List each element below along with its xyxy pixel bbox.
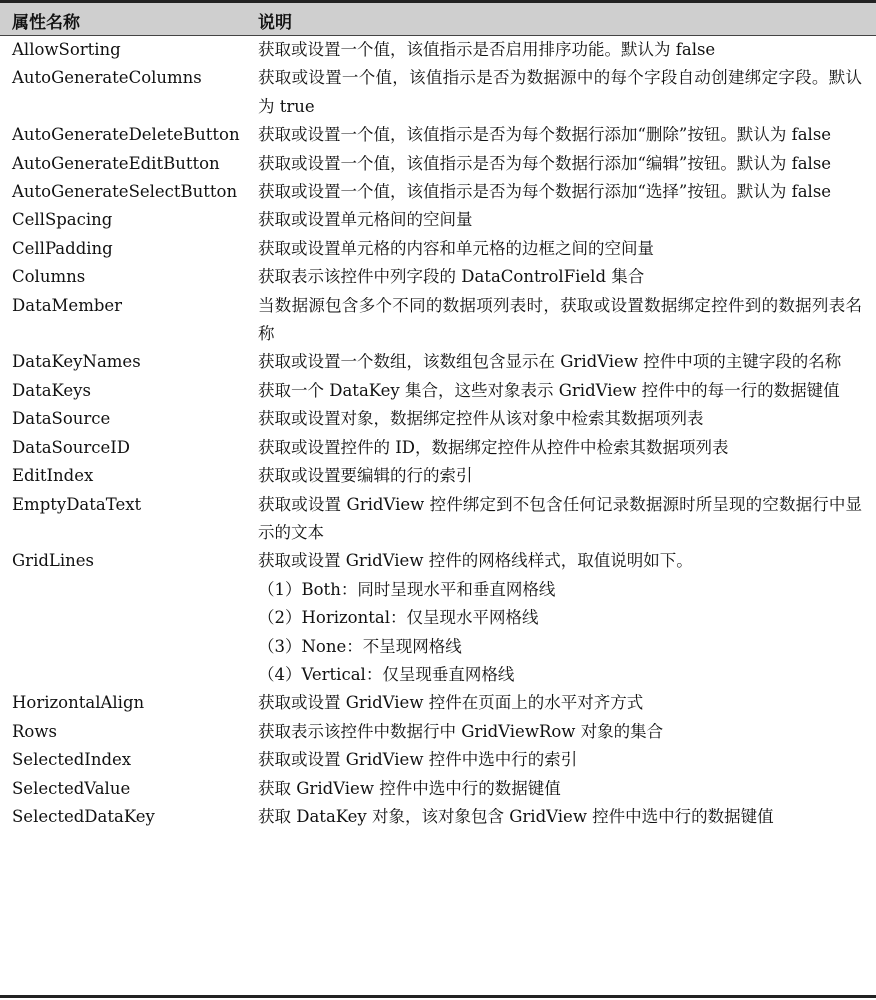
- property-description: 获取表示该控件中数据行中 GridViewRow 对象的集合: [258, 721, 664, 741]
- property-name: CellPadding: [12, 238, 113, 258]
- property-description: 获取 GridView 控件中选中行的数据键值: [258, 778, 561, 798]
- table-row: [0, 36, 876, 65]
- table-row: [0, 491, 876, 548]
- table-row: [0, 235, 876, 263]
- table-bottom-rule: [0, 995, 876, 998]
- gridlines-option-none: （3）None：不呈现网格线: [258, 636, 462, 656]
- property-description: 获取或设置 GridView 控件绑定到不包含任何记录数据源时所呈现的空数据行中显示的文本: [258, 494, 862, 542]
- property-description: 获取或设置一个值，该值指示是否为每个数据行添加“编辑”按钮。默认为 false: [258, 153, 832, 173]
- header-property-name: 属性名称: [0, 2, 246, 36]
- table-row: [0, 462, 876, 490]
- property-name: AllowSorting: [12, 40, 121, 59]
- property-description: 获取或设置单元格的内容和单元格的边框之间的空间量: [258, 238, 654, 258]
- table-row: [0, 348, 876, 376]
- property-description: 获取表示该控件中列字段的 DataControlField 集合: [258, 267, 645, 287]
- table-row: [0, 263, 876, 291]
- property-name: DataSourceID: [12, 437, 131, 457]
- property-description: 获取或设置一个值，该值指示是否为数据源中的每个字段自动创建绑定字段。默认为 true: [258, 68, 862, 116]
- table-row: [0, 547, 876, 689]
- property-name: DataMember: [12, 295, 123, 315]
- property-name: Rows: [12, 721, 57, 741]
- table-row: [0, 405, 876, 433]
- property-description: 获取或设置控件的 ID，数据绑定控件从控件中检索其数据项列表: [258, 437, 729, 457]
- property-name: EditIndex: [12, 466, 94, 486]
- property-description: 获取或设置 GridView 控件在页面上的水平对齐方式: [258, 693, 644, 713]
- gridlines-option-horizontal: （2）Horizontal：仅呈现水平网格线: [258, 608, 539, 628]
- table-row: [0, 121, 876, 149]
- table-row: [0, 689, 876, 717]
- property-description: 获取或设置一个值，该值指示是否启用排序功能。默认为 false: [258, 40, 716, 59]
- property-name: AutoGenerateEditButton: [12, 153, 220, 173]
- table-row: [0, 434, 876, 462]
- property-name: CellSpacing: [12, 210, 113, 230]
- property-description: 获取或设置一个数组，该数组包含显示在 GridView 控件中项的主键字段的名称: [258, 352, 842, 372]
- property-description: 获取或设置一个值，该值指示是否为每个数据行添加“选择”按钮。默认为 false: [258, 182, 832, 202]
- property-description: 获取或设置一个值，该值指示是否为每个数据行添加“删除”按钮。默认为 false: [258, 125, 832, 145]
- property-description: 获取一个 DataKey 集合，这些对象表示 GridView 控件中的每一行的数据键值: [258, 380, 840, 400]
- table-row: [0, 775, 876, 803]
- property-name: Columns: [12, 267, 86, 287]
- property-name: AutoGenerateDeleteButton: [12, 125, 240, 145]
- table-row: [0, 803, 876, 831]
- property-name: SelectedIndex: [12, 750, 132, 770]
- property-description: 获取或设置要编辑的行的索引: [258, 466, 473, 486]
- property-description: 获取或设置 GridView 控件中选中行的索引: [258, 750, 578, 770]
- table-row: [0, 178, 876, 206]
- property-name: DataKeys: [12, 380, 91, 400]
- property-description-line: 获取或设置 GridView 控件的网格线样式，取值说明如下。: [258, 551, 693, 571]
- property-name: AutoGenerateColumns: [12, 68, 202, 88]
- property-name: SelectedValue: [12, 778, 131, 798]
- property-name: AutoGenerateSelectButton: [12, 182, 238, 202]
- table-row: [0, 746, 876, 774]
- table-row: [0, 64, 876, 121]
- property-description: 获取或设置单元格间的空间量: [258, 210, 473, 230]
- table-row: [0, 377, 876, 405]
- property-name: DataKeyNames: [12, 352, 141, 372]
- property-description: 获取 DataKey 对象，该对象包含 GridView 控件中选中行的数据键值: [258, 806, 774, 826]
- gridlines-option-both: （1）Both：同时呈现水平和垂直网格线: [258, 579, 556, 599]
- property-name: SelectedDataKey: [12, 806, 155, 826]
- table-header-row: [0, 2, 876, 36]
- table-row: [0, 150, 876, 178]
- property-description: 当数据源包含多个不同的数据项列表时，获取或设置数据绑定控件到的数据列表名称: [258, 295, 862, 344]
- table-row: [0, 718, 876, 746]
- property-name: DataSource: [12, 409, 111, 429]
- property-description: [246, 547, 876, 689]
- table-row: [0, 206, 876, 234]
- header-description: 说明: [246, 2, 876, 36]
- property-name: EmptyDataText: [12, 494, 142, 514]
- gridlines-option-vertical: （4）Vertical：仅呈现垂直网格线: [258, 664, 515, 684]
- property-name: HorizontalAlign: [12, 693, 145, 713]
- property-description: 获取或设置对象，数据绑定控件从该对象中检索其数据项列表: [258, 409, 704, 429]
- table-body: [0, 36, 876, 832]
- property-name: GridLines: [12, 551, 95, 571]
- table-row: [0, 292, 876, 349]
